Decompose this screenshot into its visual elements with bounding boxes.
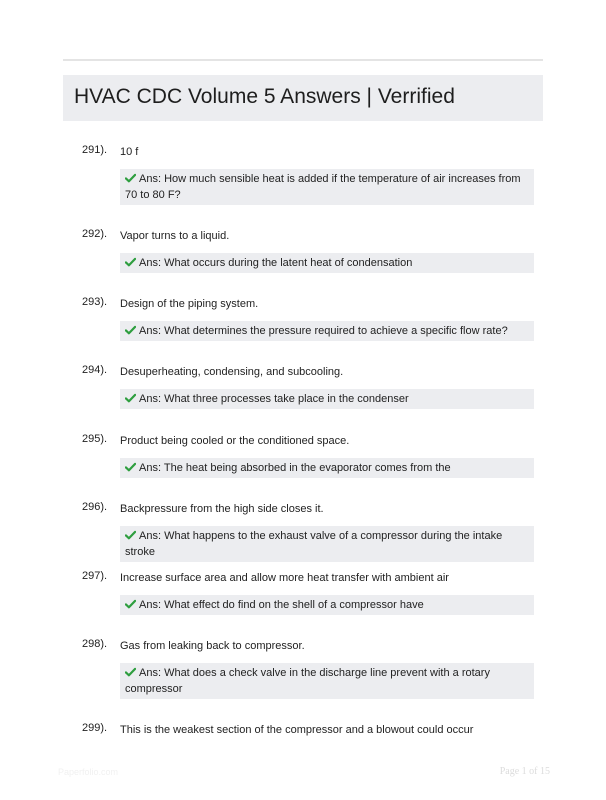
check-icon — [125, 599, 136, 609]
check-icon — [125, 325, 136, 335]
answer-box — [120, 458, 534, 478]
question-text: Vapor turns to a liquid. — [120, 230, 230, 242]
question-text: Gas from leaking back to compressor. — [120, 640, 305, 652]
check-icon — [125, 462, 136, 472]
answer-text: Ans: What does a check valve in the discharge line prevent with a rotary compressor — [125, 667, 490, 695]
answer-box — [120, 253, 534, 273]
question-text: Product being cooled or the conditioned space. — [120, 435, 350, 447]
answer-box — [120, 321, 534, 341]
question-text: Backpressure from the high side closes it. — [120, 503, 324, 515]
question-number: 298). — [82, 638, 108, 650]
check-icon — [125, 257, 136, 267]
answer-text: Ans: How much sensible heat is added if the temperature of air increases from 70 to 80 F? — [125, 173, 521, 201]
answer-text: Ans: What determines the pressure required to achieve a specific flow rate? — [139, 325, 508, 337]
question-number: 299). — [82, 722, 108, 734]
check-icon — [125, 173, 136, 183]
question-text: This is the weakest section of the compressor and a blowout could occur — [120, 724, 474, 736]
question-text: Increase surface area and allow more heat transfer with ambient air — [120, 572, 449, 584]
check-icon — [125, 393, 136, 403]
answer-box — [120, 526, 534, 562]
title-bar — [63, 75, 543, 121]
question-number: 297). — [82, 570, 108, 582]
answer-box — [120, 389, 534, 409]
answer-text: Ans: What three processes take place in the condenser — [139, 393, 409, 405]
answer-box — [120, 663, 534, 699]
answer-text: Ans: What happens to the exhaust valve of a compressor during the intake stroke — [125, 530, 503, 558]
question-number: 296). — [82, 501, 108, 513]
check-icon — [125, 667, 136, 677]
question-number: 292). — [82, 228, 108, 240]
question-text: Design of the piping system. — [120, 298, 259, 310]
question-text: 10 f — [120, 146, 139, 158]
footer-site-watermark: Paperfolio.com — [58, 767, 119, 777]
top-divider — [63, 59, 543, 61]
page-title: HVAC CDC Volume 5 Answers | Verrified — [74, 85, 455, 108]
check-icon — [125, 530, 136, 540]
answer-text: Ans: The heat being absorbed in the evaporator comes from the — [139, 462, 451, 474]
question-text: Desuperheating, condensing, and subcooling. — [120, 366, 344, 378]
question-number: 294). — [82, 364, 108, 376]
question-number: 293). — [82, 296, 108, 308]
answer-box — [120, 169, 534, 205]
answer-text: Ans: What effect do find on the shell of a compressor have — [139, 599, 424, 611]
answer-text: Ans: What occurs during the latent heat of condensation — [139, 257, 413, 269]
page-number: Page 1 of 15 — [499, 766, 550, 777]
answer-box — [120, 595, 534, 615]
question-number: 291). — [82, 144, 108, 156]
question-number: 295). — [82, 433, 108, 445]
